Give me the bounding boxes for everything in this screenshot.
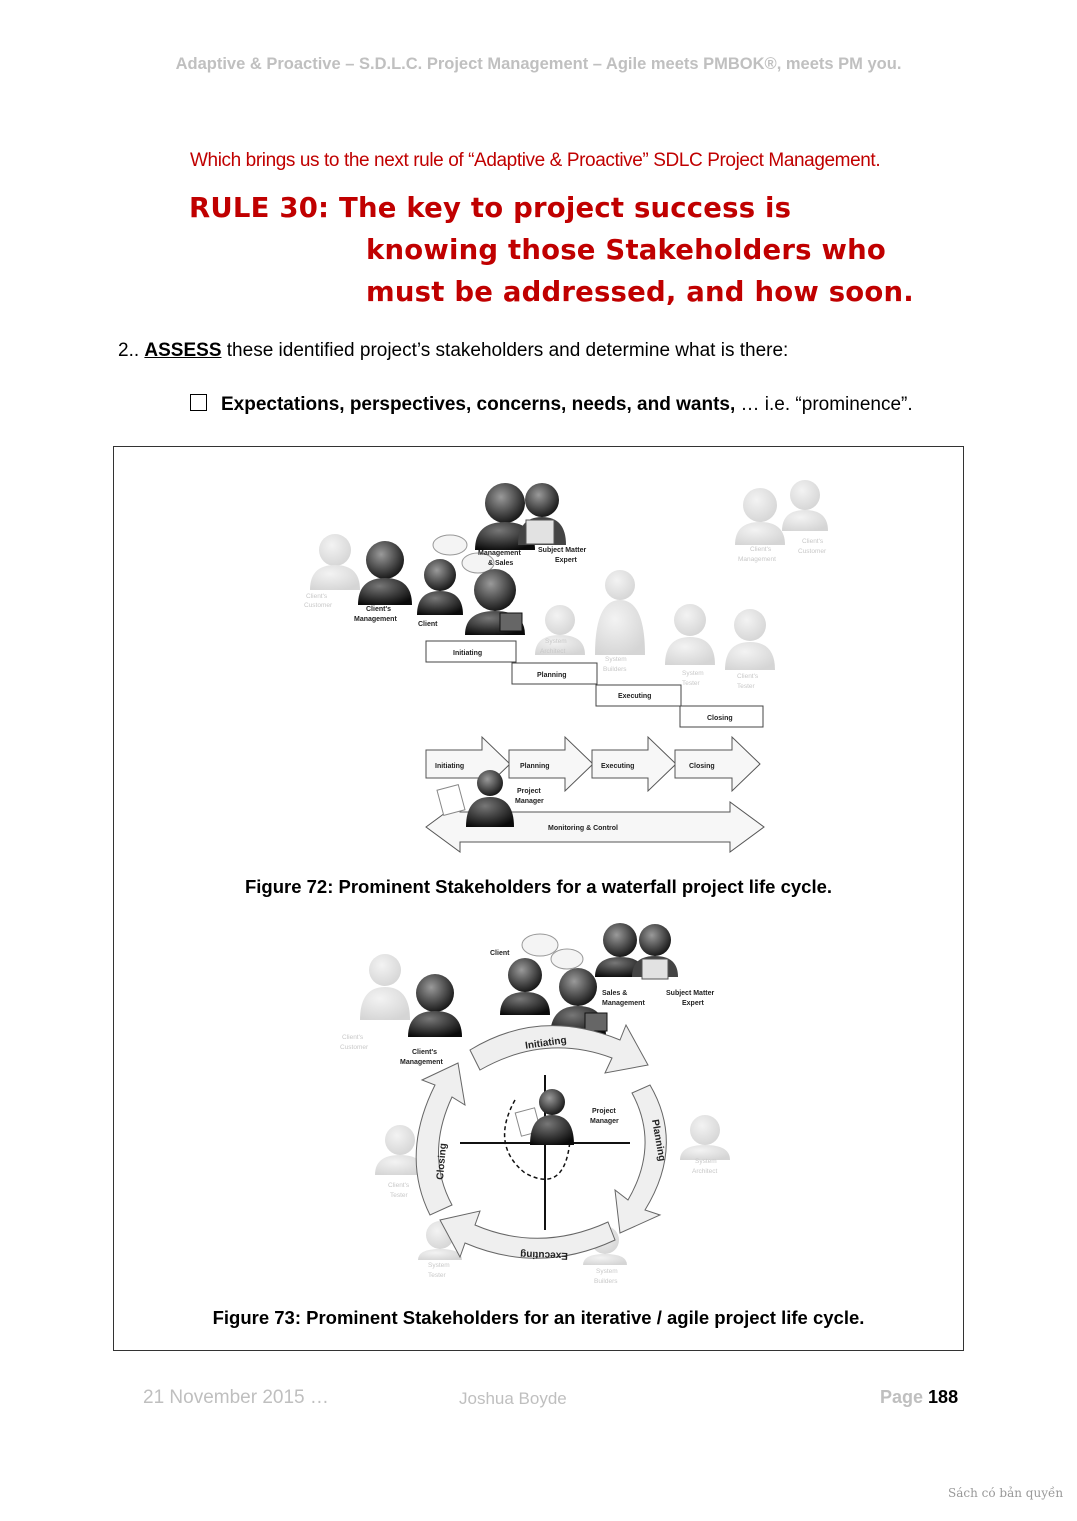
label-system-architect-1: System [695,1158,717,1165]
assess-text: these identified project’s stakeholders and determine what is there: [221,340,789,361]
label-clients-tester-2: Tester [390,1192,408,1199]
label-system-architect-2: Architect [540,648,566,655]
intro-text: Which brings us to the next rule of “Adaptive & Proactive” SDLC Project Management. [190,150,881,171]
label-sme-1: Subject Matter [666,990,715,997]
clients-management-figure-icon [358,541,412,605]
label-system-builders-1: System [596,1268,618,1275]
label-system-tester-2: Tester [682,680,700,687]
label-project-manager-1: Project [592,1108,616,1115]
label-clients-management-2: Management [354,616,397,623]
label-system-architect-1: System [545,638,567,645]
label-faded-mgmt-1: Client's [750,546,772,553]
label-clients-tester-1: Client's [388,1182,410,1189]
copyright-watermark: Sách có bản quyền [948,1486,1064,1500]
figure-73-agile-diagram [330,915,750,1290]
label-system-builders-2: Builders [594,1278,618,1285]
label-client: Client [490,950,510,957]
label-sme-2: Expert [682,1000,704,1007]
label-clients-management-1: Client's [412,1049,438,1056]
step-planning-label: Planning [537,672,567,679]
label-sme-2: Expert [555,557,577,564]
label-management-sales-1: Management [478,550,521,557]
running-header: Adaptive & Proactive – S.D.L.C. Project Management – Agile meets PMBOK®, meets PM you. [175,55,902,73]
faded-clients-management-figure-icon [735,488,785,545]
label-project-manager-1: Project [517,788,541,795]
system-builders-figure-icon [595,570,645,655]
footer-author: Joshua Boyde [459,1389,567,1408]
step-closing-label: Closing [707,715,733,722]
clients-customer-figure-icon [360,954,410,1020]
system-tester-figure-icon [665,604,715,665]
arrow-planning-label: Planning [520,763,550,770]
label-sales-management-1: Sales & [602,990,628,997]
label-clients-tester-1: Client's [737,673,759,680]
system-architect-figure-icon [680,1115,730,1160]
checkbox-bullet-icon [190,394,207,411]
monitoring-control-label: Monitoring & Control [548,825,618,832]
label-clients-management-2: Management [400,1059,443,1066]
speech-bubble-icon [551,949,583,969]
label-faded-customer-1: Client's [802,538,824,545]
bullet-bold-text: Expectations, perspectives, concerns, needs, and wants, [221,394,736,415]
label-system-builders-2: Builders [603,666,627,673]
faded-clients-customer-figure-icon [782,480,828,531]
phase-executing-label: Executing [519,1248,569,1261]
rule-heading-line1: RULE 30: The key to project success is [189,192,792,224]
cycle-arrow-initiating [470,1025,648,1073]
label-clients-customer-1: Client's [306,593,328,600]
label-system-builders-1: System [605,656,627,663]
label-sales-management-2: Management [602,1000,645,1007]
cycle-arrow-closing [416,1063,465,1215]
footer-date: 21 November 2015 … [143,1387,329,1408]
step-executing-label: Executing [618,693,652,700]
label-faded-mgmt-2: Management [738,556,776,563]
figure-73-caption: Figure 73: Prominent Stakeholders for an iterative / agile project life cycle. [212,1307,865,1328]
client-figure-icon [500,958,550,1015]
label-sme-1: Subject Matter [538,547,587,554]
label-clients-customer-2: Customer [304,602,333,609]
label-faded-customer-2: Customer [798,548,827,555]
list-number: 2.. [118,340,140,361]
bullet-rest-text: … i.e. “prominence”. [735,394,913,415]
phase-initiating-label: Initiating [524,1035,568,1052]
assess-paragraph [118,340,788,362]
label-clients-management-1: Client's [366,606,392,613]
figure-72-caption: Figure 72: Prominent Stakeholders for a waterfall project life cycle. [244,876,833,897]
label-system-tester-1: System [682,670,704,677]
phase-arrow [675,737,760,791]
speech-bubble-icon [433,535,467,555]
rule-heading-line3: must be addressed, and how soon. [366,276,914,308]
page-label: Page [880,1387,924,1407]
label-project-manager-2: Manager [515,798,544,805]
sme-figure-icon [595,923,678,979]
label-management-sales-2: & Sales [488,560,514,567]
assess-keyword: ASSESS [144,340,222,361]
phase-closing-label: Closing [435,1142,450,1181]
label-system-tester-1: System [428,1262,450,1269]
label-clients-customer-1: Client's [342,1034,364,1041]
page-number: 188 [928,1387,959,1407]
label-clients-tester-2: Tester [737,683,755,690]
label-project-manager-2: Manager [590,1118,619,1125]
label-client: Client [418,621,438,628]
arrow-closing-label: Closing [689,763,715,770]
phase-planning-label: Planning [649,1118,668,1163]
footer-page [880,1387,958,1408]
clients-customer-figure-icon [310,534,360,590]
rule-heading-line2: knowing those Stakeholders who [366,234,886,266]
figure-72-waterfall-diagram [300,465,840,865]
bullet-item [190,394,913,416]
project-manager-figure-icon [515,1089,574,1145]
speech-bubble-icon [522,934,558,956]
clients-management-figure-icon [408,974,462,1037]
clients-tester-figure-icon [725,609,775,670]
label-system-tester-2: Tester [428,1272,446,1279]
label-clients-customer-2: Customer [340,1044,369,1051]
management-sales-figure-icon [475,483,566,550]
label-system-architect-2: Architect [692,1168,718,1175]
step-initiating-label: Initiating [453,650,483,657]
arrow-initiating-label: Initiating [435,763,465,770]
arrow-executing-label: Executing [601,763,635,770]
